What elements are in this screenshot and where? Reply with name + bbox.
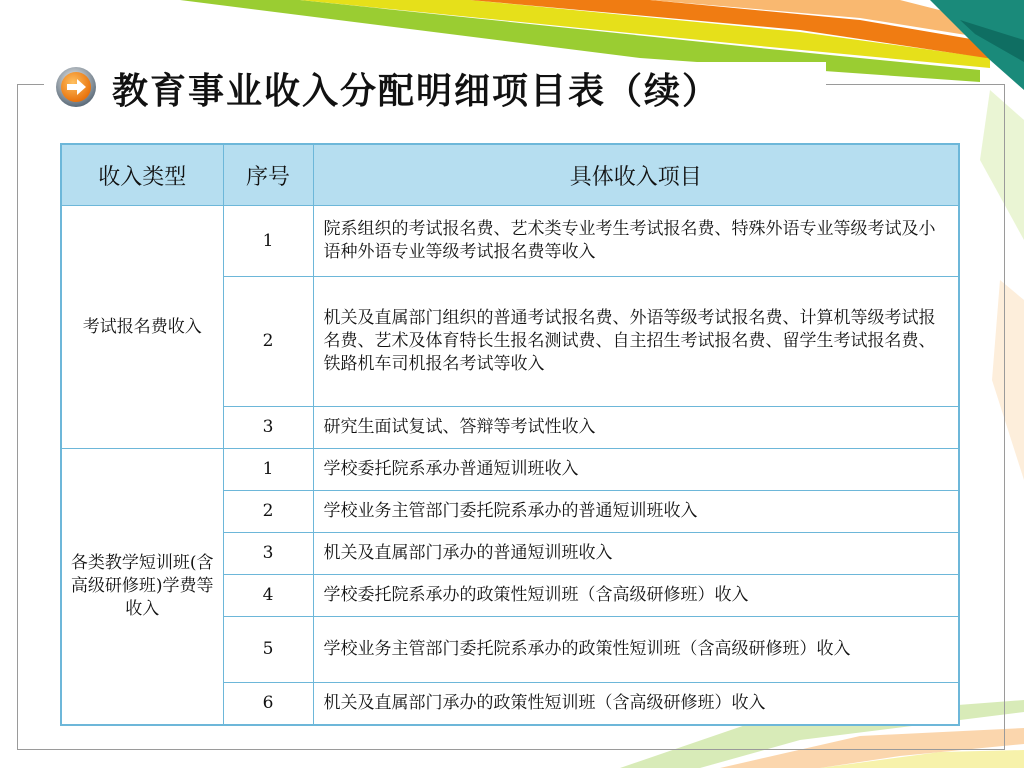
- serial-cell: 4: [223, 575, 313, 617]
- serial-cell: 6: [223, 683, 313, 725]
- income-item-cell: 机关及直属部门承办的普通短训班收入: [313, 533, 959, 575]
- category-cell-training-fees: 各类教学短训班(含高级研修班)学费等收入: [61, 449, 223, 725]
- table-row: [61, 206, 959, 277]
- income-item-cell: 机关及直属部门承办的政策性短训班（含高级研修班）收入: [313, 683, 959, 725]
- income-item-cell: 学校业务主管部门委托院系承办的普通短训班收入: [313, 491, 959, 533]
- revenue-detail-table-container: [60, 143, 960, 726]
- income-item-cell: 研究生面试复试、答辩等考试性收入: [313, 407, 959, 449]
- income-item-cell: 机关及直属部门组织的普通考试报名费、外语等级考试报名费、计算机等级考试报名费、艺术及体育特长生报名测试费、自主招生考试报名费、留学生考试报名费、铁路机车司机报名考试等收入: [313, 277, 959, 407]
- revenue-detail-table: [60, 143, 960, 726]
- table-row: [61, 449, 959, 491]
- serial-cell: 3: [223, 407, 313, 449]
- serial-cell: 2: [223, 277, 313, 407]
- serial-cell: 2: [223, 491, 313, 533]
- header-income-type: 收入类型: [61, 144, 223, 206]
- income-item-cell: 学校业务主管部门委托院系承办的政策性短训班（含高级研修班）收入: [313, 617, 959, 683]
- header-serial-number: 序号: [223, 144, 313, 206]
- serial-cell: 5: [223, 617, 313, 683]
- page-title: 教育事业收入分配明细项目表（续）: [112, 70, 721, 112]
- arrow-right-icon: [55, 66, 97, 108]
- header-income-item: 具体收入项目: [313, 144, 959, 206]
- table-header-row: [61, 144, 959, 206]
- income-item-cell: 学校委托院系承办普通短训班收入: [313, 449, 959, 491]
- income-item-cell: 院系组织的考试报名费、艺术类专业考生考试报名费、特殊外语专业等级考试及小语种外语专业等级考试报名费等收入: [313, 206, 959, 277]
- income-item-cell: 学校委托院系承办的政策性短训班（含高级研修班）收入: [313, 575, 959, 617]
- serial-cell: 3: [223, 533, 313, 575]
- category-cell-exam-fees: 考试报名费收入: [61, 206, 223, 449]
- serial-cell: 1: [223, 206, 313, 277]
- serial-cell: 1: [223, 449, 313, 491]
